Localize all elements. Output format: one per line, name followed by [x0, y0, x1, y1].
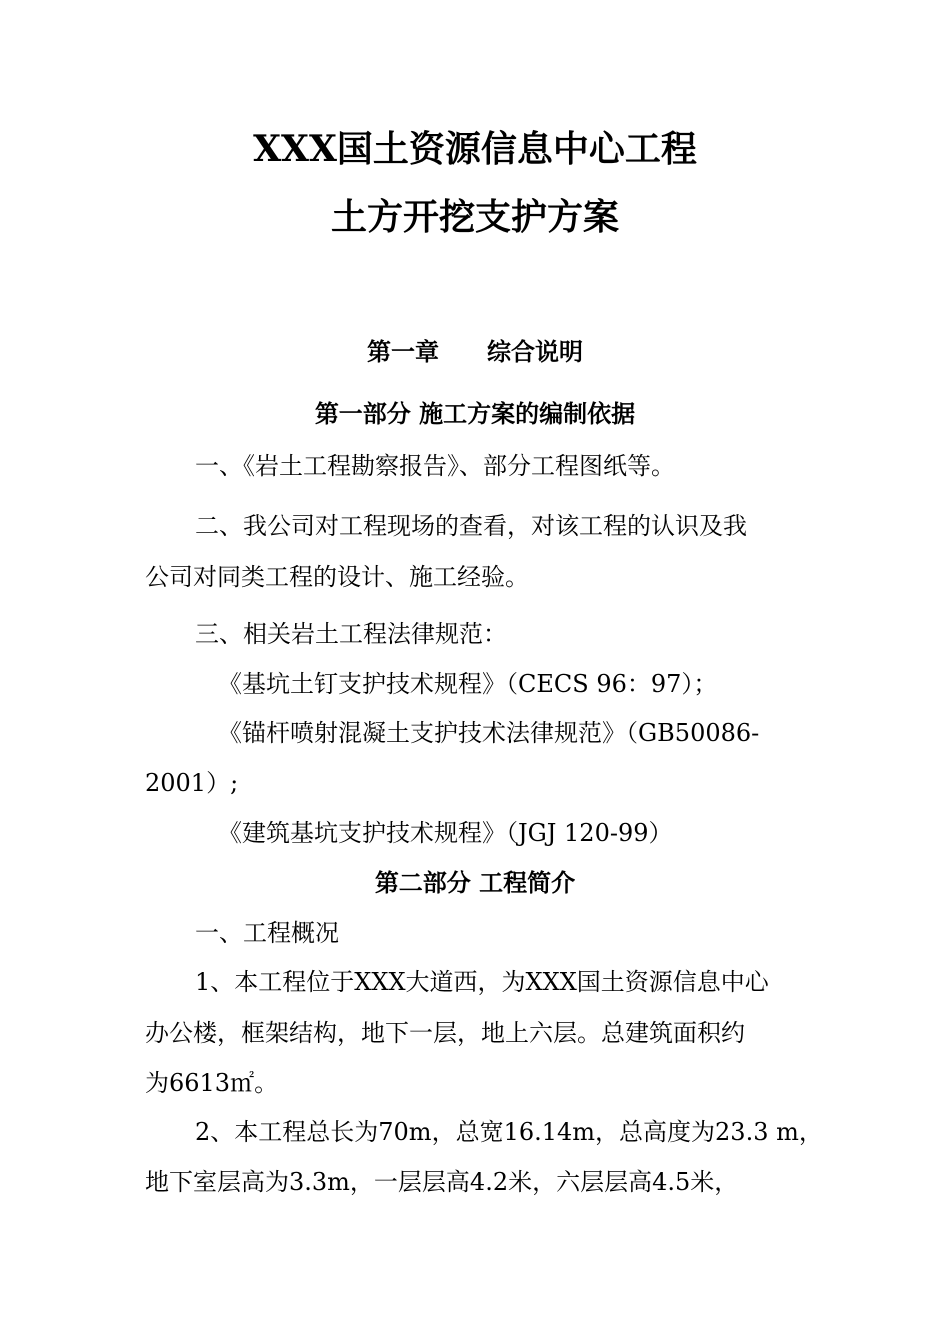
chapter-number: 第一章 — [367, 337, 439, 366]
item-2-line-1: 2、本工程总长为70m，总宽16.14m，总高度为23.3 m， — [195, 1118, 823, 1146]
standard-3: 《建筑基坑支护技术规程》（JGJ 120-99） — [218, 819, 673, 847]
item-1-line-2: 办公楼，框架结构，地下一层，地上六层。总建筑面积约 — [145, 1019, 745, 1047]
overview-heading: 一、工程概况 — [195, 919, 339, 947]
part-1-heading: 第一部分 施工方案的编制依据 — [314, 399, 636, 428]
part-2-heading: 第二部分 工程简介 — [374, 868, 576, 897]
basis-item-1: 一、《岩土工程勘察报告》、部分工程图纸等。 — [195, 452, 675, 480]
standard-2-line-1: 《锚杆喷射混凝土支护技术法律规范》（GB50086- — [218, 719, 760, 747]
standard-1: 《基坑土钉支护技术规程》（CECS 96：97）； — [218, 670, 718, 698]
document-title-line-1: XXX国土资源信息中心工程 — [253, 128, 697, 170]
chapter-title: 综合说明 — [487, 337, 583, 366]
basis-item-2-line-2: 公司对同类工程的设计、施工经验。 — [145, 563, 529, 591]
basis-item-2-line-1: 二、我公司对工程现场的查看，对该工程的认识及我 — [195, 512, 747, 540]
chapter-heading — [0, 337, 950, 366]
item-1-line-1: 1、本工程位于XXX大道西，为XXX国土资源信息中心 — [195, 968, 769, 996]
basis-item-3: 三、相关岩土工程法律规范： — [195, 620, 507, 648]
document-title-line-2: 土方开挖支护方案 — [330, 196, 619, 238]
standard-2-line-2: 2001）; — [145, 769, 239, 797]
item-1-line-3: 为6613㎡。 — [145, 1069, 279, 1097]
item-2-line-2: 地下室层高为3.3m，一层层高4.2米，六层层高4.5米， — [145, 1168, 739, 1196]
